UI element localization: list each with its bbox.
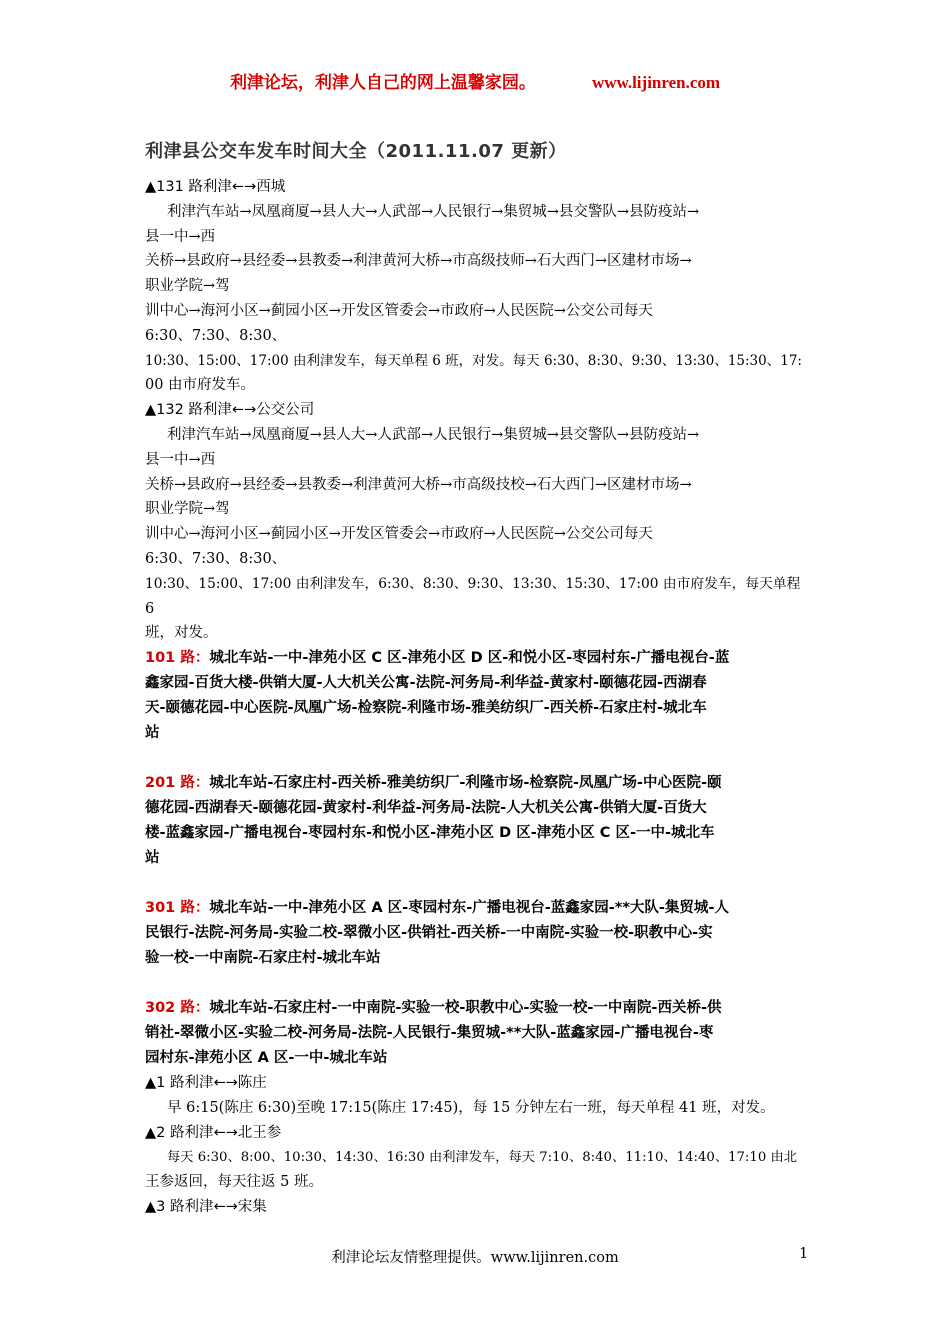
route-132-line: 6 [145,600,155,617]
route-131-line: 利津汽车站→凤凰商厦→县人大→人武部→人民银行→集贸城→县交警队→县防疫站→ [167,203,700,220]
spacer [145,971,807,996]
route-132-line: 利津汽车站→凤凰商厦→县人大→人武部→人民银行→集贸城→县交警队→县防疫站→ [167,426,700,443]
route-201-line: 德花园-西湖春天-颐德花园-黄家村-利华益-河务局-法院-人大机关公寓-供销大厦-百货大 [145,800,707,817]
route-101-line: 鑫家园-百货大楼-供销大厦-人大机关公寓-法院-河务局-利华益-黄家村-颐德花园-西湖春 [145,675,707,692]
spacer [145,746,807,771]
route-302-line: 城北车站-石家庄村-一中南院-实验一校-职教中心-实验一校-一中南院-西关桥-供 [209,1000,722,1017]
route-101-block [145,646,807,746]
route-132-line: 县一中→西 [145,451,216,468]
route-131-heading: ▲131 路利津←→西城 [145,179,286,195]
page-header [0,68,950,93]
route-301-label: 301 路： [145,900,210,917]
header-url[interactable]: www.lijinren.com [591,73,721,92]
route-131-line: 00 由市府发车。 [145,377,256,394]
route-132-line: 6:30、7:30、8:30、 [145,550,287,567]
route-101-line: 城北车站-一中-津苑小区 C 区-津苑小区 D 区-和悦小区-枣园村东-广播电视台-蓝 [209,650,730,667]
route-131-line: 县一中→西 [145,228,216,245]
route-2-heading: ▲2 路利津←→北王参 [145,1124,282,1141]
route-301-line: 城北车站-一中-津苑小区 A 区-枣园村东-广播电视台-蓝鑫家园-**大队-集贸城-人 [209,900,729,917]
route-132-line: 班，对发。 [145,625,218,642]
route-101-line: 站 [145,725,160,742]
page-footer: 利津论坛友情整理提供。www.lijinren.com [331,1250,619,1266]
spacer [145,871,807,896]
route-302-line: 销社-翠微小区-实验二校-河务局-法院-人民银行-集贸城-**大队-蓝鑫家园-广播电视台-枣 [145,1025,714,1042]
document-title: 利津县公交车发车时间大全（2011.11.07 更新） [145,141,567,162]
route-131-line: 6:30、7:30、8:30、 [145,327,287,344]
route-302-label: 302 路： [145,1000,210,1017]
route-101-label: 101 路： [145,650,210,667]
route-2-line: 每天 6:30、8:00、10:30、14:30、16:30 由利津发车，每天 7:10、8:40、11:10、14:40、17:10 由北 [167,1149,797,1165]
route-302-block [145,996,807,1071]
route-301-line: 验一校-一中南院-石家庄村-城北车站 [145,950,381,967]
route-201-line: 站 [145,850,160,867]
route-101-line: 天-颐德花园-中心医院-凤凰广场-检察院-利隆市场-雅美纺织厂-西关桥-石家庄村-城北车 [145,700,707,717]
route-131-line: 10:30、15:00、17:00 由利津发车，每天单程 6 班，对发。每天 6:30、8:30、9:30、13:30、15:30、17: [145,352,802,369]
route-201-line: 楼-蓝鑫家园-广播电视台-枣园村东-和悦小区-津苑小区 D 区-津苑小区 C 区-一中-城北车 [145,825,715,842]
route-2-line: 王参返回，每天往返 5 班。 [145,1174,323,1191]
route-131-line: 职业学院→驾 [145,278,230,295]
route-201-label: 201 路： [145,775,210,792]
route-201-line: 城北车站-石家庄村-西关桥-雅美纺织厂-利隆市场-检察院-凤凰广场-中心医院-颐 [209,775,722,792]
route-132-line: 训中心→海河小区→蓟园小区→开发区管委会→市政府→人民医院→公交公司每天 [145,526,653,543]
route-201-block [145,771,807,871]
page-number: 1 [799,1246,809,1262]
route-131-line: 训中心→海河小区→蓟园小区→开发区管委会→市政府→人民医院→公交公司每天 [145,302,653,319]
route-132-heading: ▲132 路利津←→公交公司 [145,402,315,419]
route-301-block [145,896,807,971]
route-132-line: 关桥→县政府→县经委→县教委→利津黄河大桥→市高级技校→石大西门→区建材市场→ [145,476,692,493]
route-301-line: 民银行-法院-河务局-实验二校-翠微小区-供销社-西关桥-一中南院-实验一校-职教中心-实 [145,925,713,942]
route-132-line: 10:30、15:00、17:00 由利津发车，6:30、8:30、9:30、13:30、15:30、17:00 由市府发车，每天单程 [145,575,801,592]
route-1-line: 早 6:15(陈庄 6:30)至晚 17:15(陈庄 17:45)，每 15 分钟左右一班，每天单程 41 班，对发。 [167,1099,775,1116]
route-302-line: 园村东-津苑小区 A 区-一中-城北车站 [145,1050,388,1067]
route-3-heading: ▲3 路利津←→宋集 [145,1199,267,1216]
route-132-line: 职业学院→驾 [145,501,230,518]
header-tagline: 利津论坛，利津人自己的网上温馨家园。 [229,73,536,93]
document-body [145,175,807,1220]
route-1-heading: ▲1 路利津←→陈庄 [145,1075,267,1092]
route-131-line: 关桥→县政府→县经委→县教委→利津黄河大桥→市高级技师→石大西门→区建材市场→ [145,253,692,270]
